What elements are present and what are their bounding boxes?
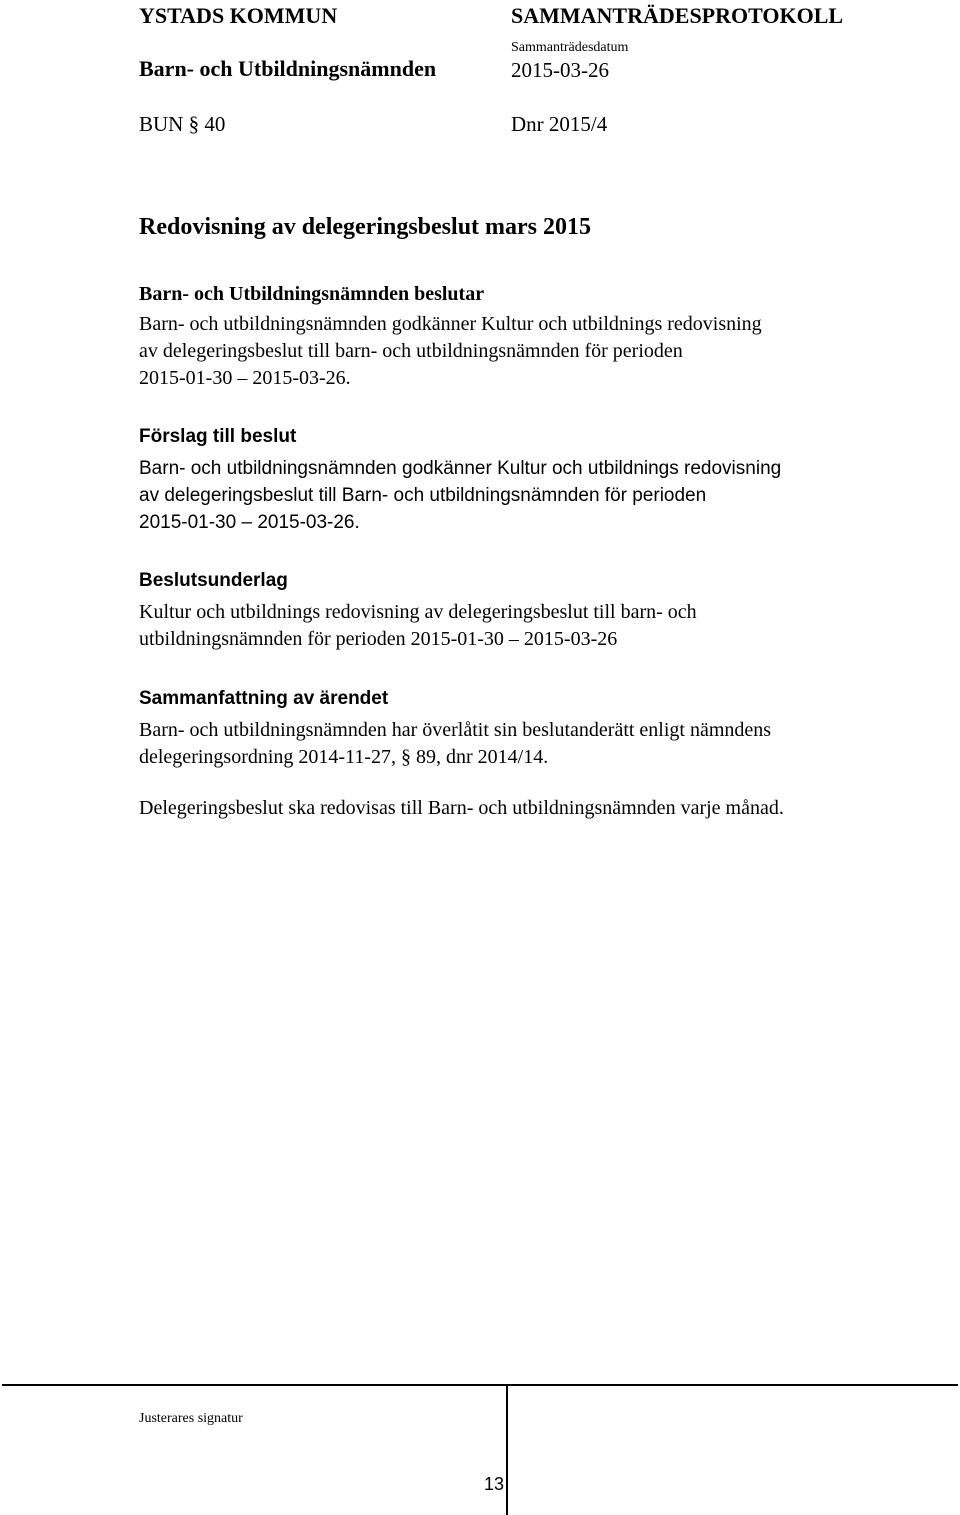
text-line: av delegeringsbeslut till Barn- och utbildningsnämnden för perioden <box>139 485 707 506</box>
text-line: Barn- och utbildningsnämnden godkänner Kultur och utbildnings redovisning <box>139 458 782 479</box>
section-extra-paragraph: Delegeringsbeslut ska redovisas till Barn- och utbildningsnämnden varje månad. <box>139 797 784 819</box>
section-body-sammanfattning <box>139 717 899 771</box>
text-line: 2015-01-30 – 2015-03-26. <box>139 512 360 533</box>
text-line: Barn- och utbildningsnämnden har överlåtit sin beslutanderätt enligt nämndens <box>139 719 772 741</box>
municipality-name: YSTADS KOMMUN <box>139 3 338 28</box>
section-heading-beslutar: Barn- och Utbildningsnämnden beslutar <box>139 283 485 305</box>
text-line: Kultur och utbildnings redovisning av delegeringsbeslut till barn- och <box>139 601 697 623</box>
section-heading-underlag: Beslutsunderlag <box>139 570 288 591</box>
text-line: utbildningsnämnden för perioden 2015-01-30 – 2015-03-26 <box>139 628 618 650</box>
paragraph-reference: BUN § 40 <box>139 112 226 136</box>
signature-box-divider <box>506 1386 508 1515</box>
text-line: av delegeringsbeslut till barn- och utbildningsnämnden för perioden <box>139 340 683 362</box>
section-body-forslag <box>139 455 899 536</box>
text-line: Barn- och utbildningsnämnden godkänner Kultur och utbildnings redovisning <box>139 313 762 335</box>
page-number: 13 <box>483 1474 504 1494</box>
section-body-beslutar <box>139 311 899 392</box>
text-line: 2015-01-30 – 2015-03-26. <box>139 367 351 389</box>
text-line: delegeringsordning 2014-11-27, § 89, dnr 2014/14. <box>139 746 549 768</box>
meeting-date: 2015-03-26 <box>511 58 609 82</box>
committee-name: Barn- och Utbildningsnämnden <box>139 56 437 81</box>
document-type: SAMMANTRÄDESPROTOKOLL <box>511 3 844 28</box>
page-title: Redovisning av delegeringsbeslut mars 2015 <box>139 214 592 240</box>
signature-label: Justerares signatur <box>139 1411 243 1426</box>
section-body-underlag <box>139 599 899 653</box>
section-heading-sammanfattning: Sammanfattning av ärendet <box>139 688 389 709</box>
section-heading-forslag: Förslag till beslut <box>139 426 297 447</box>
diary-number: Dnr 2015/4 <box>511 112 608 136</box>
footer-divider <box>2 1384 958 1386</box>
meeting-date-label: Sammanträdesdatum <box>511 40 629 55</box>
